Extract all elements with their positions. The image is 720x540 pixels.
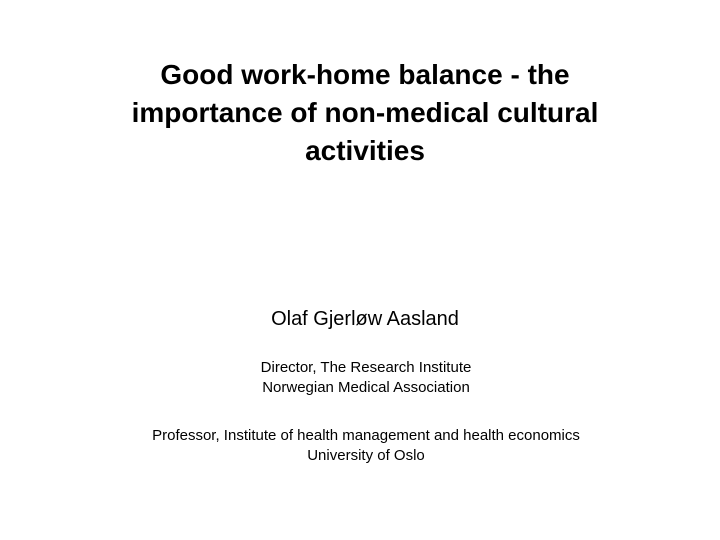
slide-title (60, 56, 670, 170)
title-line: activities (305, 135, 425, 166)
author-name: Olaf Gjerløw Aasland (271, 308, 459, 330)
affiliation-professor (60, 426, 672, 466)
affiliation-director (60, 358, 672, 398)
affiliation-line: Professor, Institute of health management and health economics (152, 427, 580, 444)
affiliation-line: Director, The Research Institute (260, 359, 472, 376)
affiliation-line: Norwegian Medical Association (262, 379, 470, 396)
affiliation-line: University of Oslo (307, 447, 425, 464)
title-line: Good work-home balance - the (160, 59, 570, 90)
title-line: importance of non-medical cultural (131, 97, 599, 128)
